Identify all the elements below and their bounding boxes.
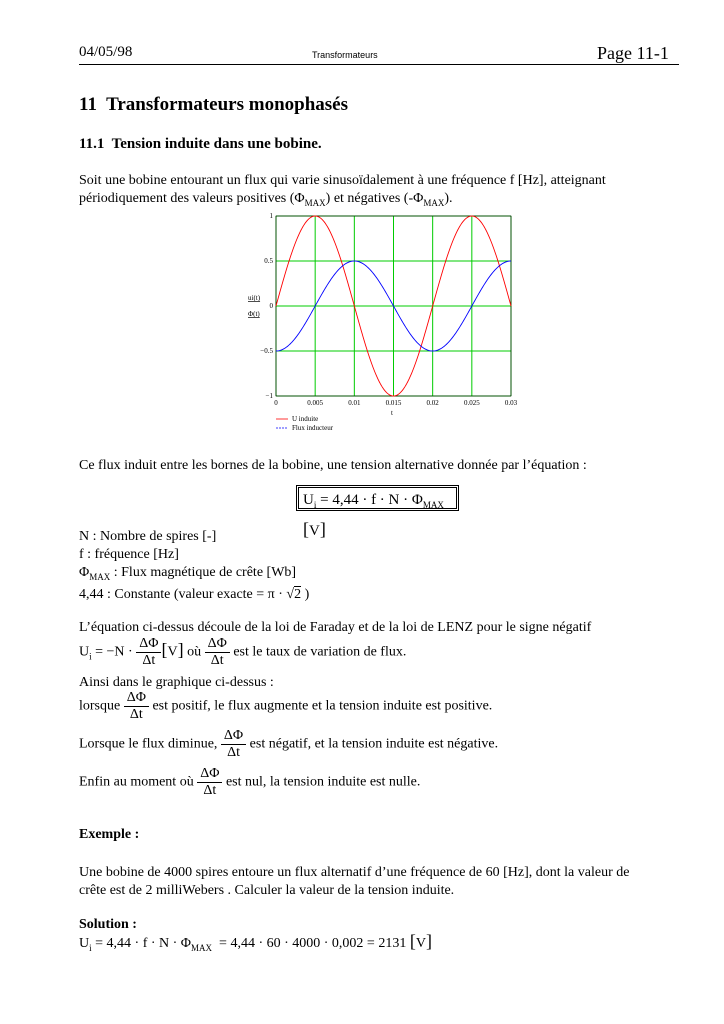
solution-equation: $U_i = 4,44 \cdot f \cdot N \cdot \Phi_{MAX} = 4,44 \cdot 60 \cdot 4000 \cdot 0,002 = 2131$ [V]	[79, 931, 432, 953]
chart-ylabel-1: ui(t)	[248, 294, 261, 302]
main-equation-box: $U_i = 4,44 \cdot f \cdot N \cdot \Phi_{MAX}$ [V]	[296, 485, 459, 511]
fraction-lorsque: $\frac{\Delta\Phi}{\Delta t}$	[124, 690, 149, 723]
intro-line-2: périodiquement des valeurs positives $(\Phi_{MAX})$ et négatives $(-\Phi_{MAX})$.	[79, 191, 453, 208]
fraction-dphi-dt-2: $\frac{\Delta\Phi}{\Delta t}$	[205, 636, 230, 669]
x-tick-label: 0.015	[385, 399, 402, 407]
exemple-paragraph	[79, 864, 689, 900]
def-phi: $\Phi_{MAX}$ : Flux magnétique de crête [Wb]	[79, 565, 297, 582]
x-tick-label: 0.01	[348, 399, 361, 407]
chart-xlabel: t	[391, 409, 393, 417]
header-page: Page 11-1	[597, 43, 669, 63]
legend-label-u: U induite	[292, 415, 319, 423]
y-tick-label: 1	[269, 212, 273, 220]
x-tick-label: 0.02	[426, 399, 439, 407]
x-tick-label: 0	[274, 399, 278, 407]
enfin-line: Enfin au moment où $\frac{\Delta\Phi}{\Delta t}$ est nul, la tension induite est nulle.	[79, 766, 421, 798]
def-const: 4,44 : Constante (valeur exacte = π · √2 )	[79, 586, 310, 602]
chapter-heading: 11 Transformateurs monophasés	[79, 94, 349, 115]
ainsi-line: Ainsi dans le graphique ci-dessus :	[79, 675, 274, 690]
fraction-enfin: $\frac{\Delta\Phi}{\Delta t}$	[197, 766, 222, 799]
chart-ylabel-2: Φ(t)	[248, 310, 260, 318]
intro-paragraph	[79, 172, 679, 212]
exemple-line-1: Une bobine de 4000 spires entoure un flux alternatif d’une fréquence de 60 [Hz], dont la valeur de	[79, 865, 630, 880]
x-tick-label: 0.005	[307, 399, 324, 407]
exemple-heading: Exemple :	[79, 827, 140, 842]
x-tick-label: 0.03	[504, 399, 518, 407]
paragraph-equation-intro: Ce flux induit entre les bornes de la bobine, une tension alternative donnée par l’équation :	[79, 458, 587, 473]
header-title: Transformateurs	[312, 50, 378, 60]
y-tick-label: −1	[265, 392, 273, 400]
def-n: N : Nombre de spires [-]	[79, 529, 217, 544]
sqrt-symbol: √	[286, 586, 295, 602]
y-tick-label: 0	[269, 302, 273, 310]
chart-ticks	[260, 212, 517, 407]
faraday-line: L’équation ci-dessus découle de la loi de Faraday et de la loi de LENZ pour le signe négatif	[79, 620, 592, 635]
fraction-diminue: $\frac{\Delta\Phi}{\Delta t}$	[221, 728, 246, 761]
definitions-list	[79, 528, 309, 604]
header-date: 04/05/98	[79, 44, 133, 60]
sine-chart	[240, 208, 530, 438]
def-f: f : fréquence [Hz]	[79, 547, 179, 562]
chart-legend	[276, 415, 334, 432]
legend-label-flux: Flux inducteur	[292, 424, 334, 432]
solution-heading: Solution :	[79, 917, 137, 932]
exemple-line-2: crête est de 2 milliWebers . Calculer la valeur de la tension induite.	[79, 883, 455, 898]
fraction-dphi-dt: $\frac{\Delta\Phi}{\Delta t}$	[136, 636, 161, 669]
header-rule	[79, 64, 679, 65]
y-tick-label: 0.5	[264, 257, 273, 265]
x-tick-label: 0.025	[463, 399, 480, 407]
intro-line-1: Soit une bobine entourant un flux qui varie sinusoïdalement à une fréquence f [Hz], atteignant	[79, 173, 606, 188]
section-heading: 11.1 Tension induite dans une bobine.	[79, 136, 322, 152]
diminue-line: Lorsque le flux diminue, $\frac{\Delta\Phi}{\Delta t}$ est négatif, et la tension induite est négative.	[79, 728, 499, 760]
y-tick-label: −0.5	[260, 347, 273, 355]
faraday-equation: $U_i = -N$ · $\frac{\Delta\Phi}{\Delta t}$ [V] où $\frac{\Delta\Phi}{\Delta t}$ est le taux de variation de flux.	[79, 636, 407, 668]
lorsque-line: lorsque $\frac{\Delta\Phi}{\Delta t}$ est positif, le flux augmente et la tension induite est positive.	[79, 690, 493, 722]
